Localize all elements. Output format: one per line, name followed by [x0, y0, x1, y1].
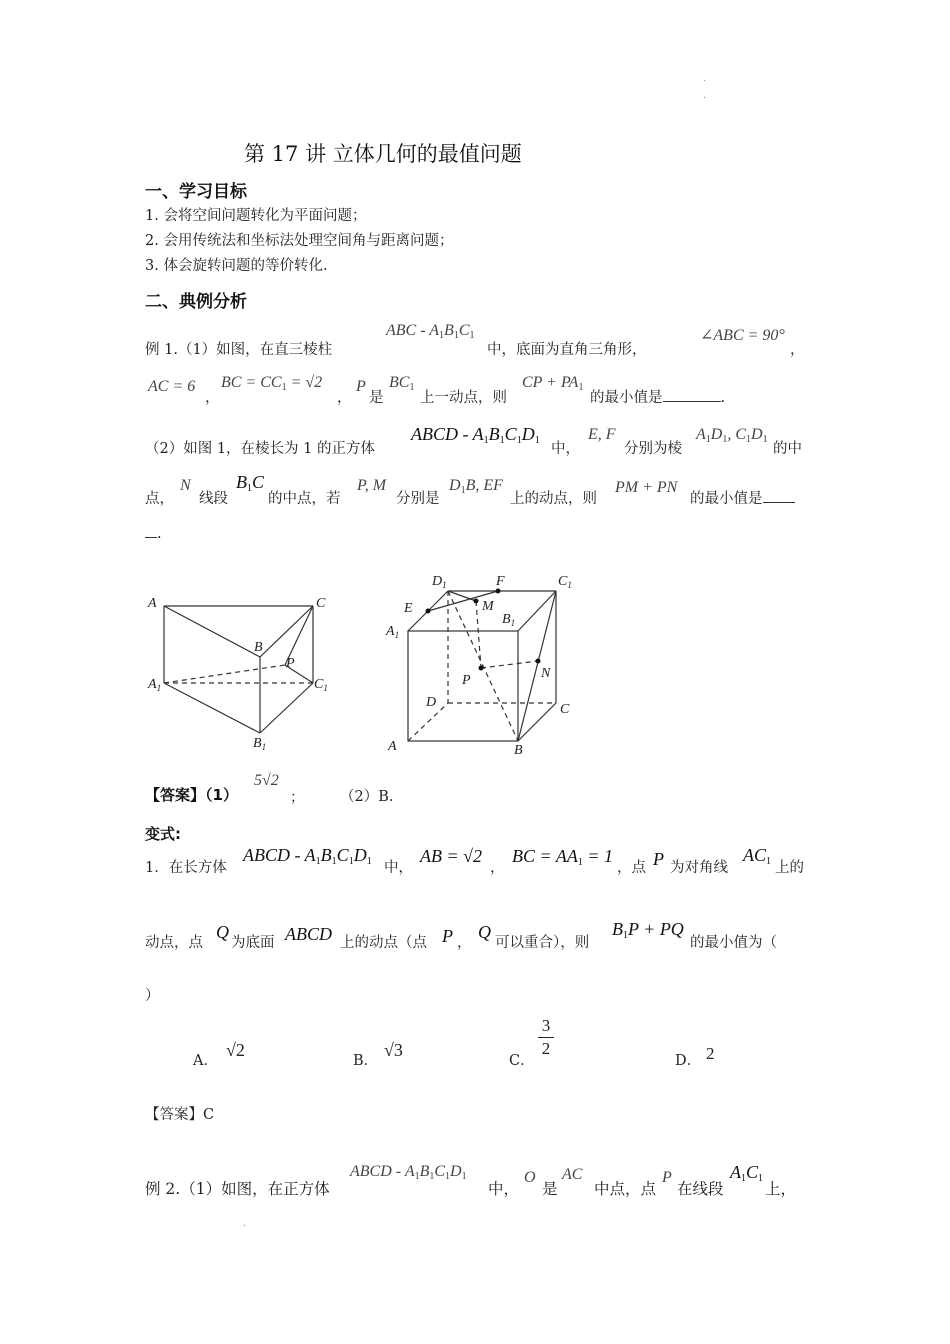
math-n: N — [180, 477, 191, 494]
math-pm-pn: PM + PN — [615, 479, 678, 496]
vertex-label: P — [286, 656, 295, 671]
vertex-label: $C_1$ — [314, 677, 328, 693]
example1-label: 例 1.（1）如图，在直三棱柱 — [145, 342, 333, 358]
vertex-label: B — [254, 640, 263, 655]
answer-label: 【答案】C — [145, 1107, 215, 1123]
math-cp-pa: CP + $PA_1$ — [522, 374, 584, 393]
text: ， — [490, 860, 505, 876]
vertex-label: D — [426, 695, 437, 710]
option-a: A． — [193, 1053, 218, 1069]
math-p: P — [442, 926, 453, 946]
math-pm: P, M — [357, 477, 387, 494]
text: 的最小值为（ — [690, 935, 777, 951]
math-ef: E, F — [588, 426, 616, 443]
text: 线段 — [199, 491, 228, 507]
text: 是 — [369, 390, 384, 406]
math-bc: BC = $AA_1 = 1$ — [512, 846, 613, 868]
text: 上的 — [775, 860, 804, 876]
vertex-label: P — [462, 673, 471, 688]
corner-mark: · — [703, 93, 707, 104]
math-cube: ABCD - $A_1B_1C_1D_1$ — [350, 1163, 467, 1182]
goal-item: 1. 会将空间问题转化为平面问题； — [145, 208, 367, 224]
option-d: D． — [675, 1053, 702, 1069]
example1-part2-label: （2）如图 1，在棱长为 1 的正方体 — [145, 441, 376, 457]
text: 点， — [145, 491, 174, 507]
goal-item: 3. 体会旋转问题的等价转化. — [145, 258, 328, 274]
text: 为对角线 — [670, 860, 728, 876]
text: 上的动点（点 — [340, 935, 427, 951]
text: 中，底面为直角三角形， — [487, 342, 647, 358]
vertex-label: $A_1$ — [148, 677, 162, 693]
vertex-label: B — [514, 743, 523, 758]
vertex-label: $A_1$ — [386, 624, 400, 640]
text: ， — [337, 390, 352, 406]
text: ， — [205, 390, 220, 406]
text: ，点 — [617, 860, 646, 876]
math-bc: BC = $CC_1 = √2$ — [221, 374, 323, 393]
math-ab: AB = √2 — [420, 846, 483, 866]
text: ； — [290, 790, 305, 806]
math-q: Q — [216, 922, 229, 942]
option-a-value: √2 — [226, 1040, 245, 1060]
option-c-fraction — [538, 1016, 554, 1059]
text: 可以重合），则 — [495, 935, 590, 951]
vertex-label: E — [404, 601, 413, 616]
text: 在线段 — [677, 1180, 724, 1198]
vertex-label: $B_1$ — [253, 736, 267, 752]
text: 中， — [488, 1180, 520, 1198]
option-b: B． — [353, 1053, 379, 1069]
text: 动点，点 — [145, 935, 203, 951]
text: 分别为棱 — [624, 441, 682, 457]
math-b1c: $B_1C$ — [236, 472, 265, 494]
vertex-label: M — [482, 599, 494, 614]
text: 是 — [542, 1180, 558, 1198]
vertex-label: C — [560, 702, 570, 717]
text: 的最小值是 — [690, 487, 795, 508]
figure-prism — [140, 585, 340, 760]
answer-label: 【答案】（1） — [145, 786, 238, 804]
vertex-label: A — [388, 739, 397, 754]
text: 为底面 — [231, 935, 275, 951]
variant-heading: 变式: — [145, 825, 181, 843]
section-heading-examples: 二、典例分析 — [145, 292, 247, 312]
math-d1b: $D_1B$, EF — [449, 477, 503, 496]
math-bc1: $BC_1$ — [389, 374, 415, 393]
fraction-denominator: 2 — [541, 1039, 551, 1058]
option-b-value: √3 — [384, 1040, 403, 1060]
fraction-bar — [538, 1037, 554, 1038]
text: ， — [790, 342, 805, 358]
math-angle: ∠ABC = 90° — [700, 327, 785, 344]
example2-label: 例 2.（1）如图，在正方体 — [145, 1180, 330, 1198]
text: ） — [145, 988, 160, 1004]
text: 分别是 — [396, 491, 440, 507]
vertex-label: $C_1$ — [558, 574, 572, 590]
text: . — [145, 526, 162, 542]
vertex-label: $D_1$ — [432, 574, 447, 590]
math-q: Q — [478, 922, 491, 942]
text: 中点，点 — [594, 1180, 657, 1198]
math-answer-value: 5√2 — [254, 772, 279, 789]
math-prism: ABC - $A_1B_1C_1$ — [386, 322, 475, 341]
option-c: C． — [509, 1053, 535, 1069]
text: （2）B. — [340, 789, 394, 805]
option-d-value: 2 — [706, 1044, 715, 1063]
text: 的最小值是 . — [590, 390, 726, 406]
variant-question-start: 1．在长方体 — [145, 860, 227, 876]
section-heading-goals: 一、学习目标 — [145, 182, 247, 202]
text: 上一动点，则 — [420, 390, 507, 406]
math-p: P — [653, 849, 664, 869]
text: 中， — [551, 441, 580, 457]
vertex-label: F — [496, 574, 505, 589]
vertex-label: A — [148, 596, 157, 611]
math-ac1: $AC_1$ — [743, 845, 772, 867]
math-box: ABCD - $A_1B_1C_1D_1$ — [243, 845, 372, 867]
text: 中， — [384, 860, 413, 876]
vertex-label: C — [316, 596, 326, 611]
math-ac1: $A_1C_1$ — [730, 1162, 764, 1184]
corner-mark: · — [243, 1221, 247, 1232]
math-cube: ABCD - $A_1B_1C_1D_1$ — [411, 424, 540, 446]
text: ， — [457, 935, 472, 951]
math-expr: $B_1P$ + PQ — [612, 919, 684, 941]
page-title: 第 17 讲 立体几何的最值问题 — [244, 142, 522, 166]
math-edges: $A_1D_1$, $C_1D_1$ — [696, 426, 768, 445]
text: 上的动点，则 — [510, 491, 597, 507]
math-ac: AC — [562, 1166, 583, 1183]
fraction-numerator: 3 — [541, 1016, 551, 1035]
vertex-label: N — [541, 666, 551, 681]
goal-item: 2. 会用传统法和坐标法处理空间角与距离问题； — [145, 233, 454, 249]
text: 上， — [765, 1180, 797, 1198]
math-p: P — [356, 378, 366, 395]
math-ac: AC = 6 — [148, 378, 196, 395]
text: 的中 — [773, 441, 802, 457]
math-p: P — [662, 1169, 672, 1186]
math-abcd: ABCD — [285, 924, 332, 944]
math-o: O — [524, 1169, 536, 1186]
figure-cube — [380, 565, 585, 760]
corner-mark: · — [703, 76, 707, 87]
text: 的中点，若 — [268, 491, 341, 507]
vertex-label: $B_1$ — [502, 612, 516, 628]
